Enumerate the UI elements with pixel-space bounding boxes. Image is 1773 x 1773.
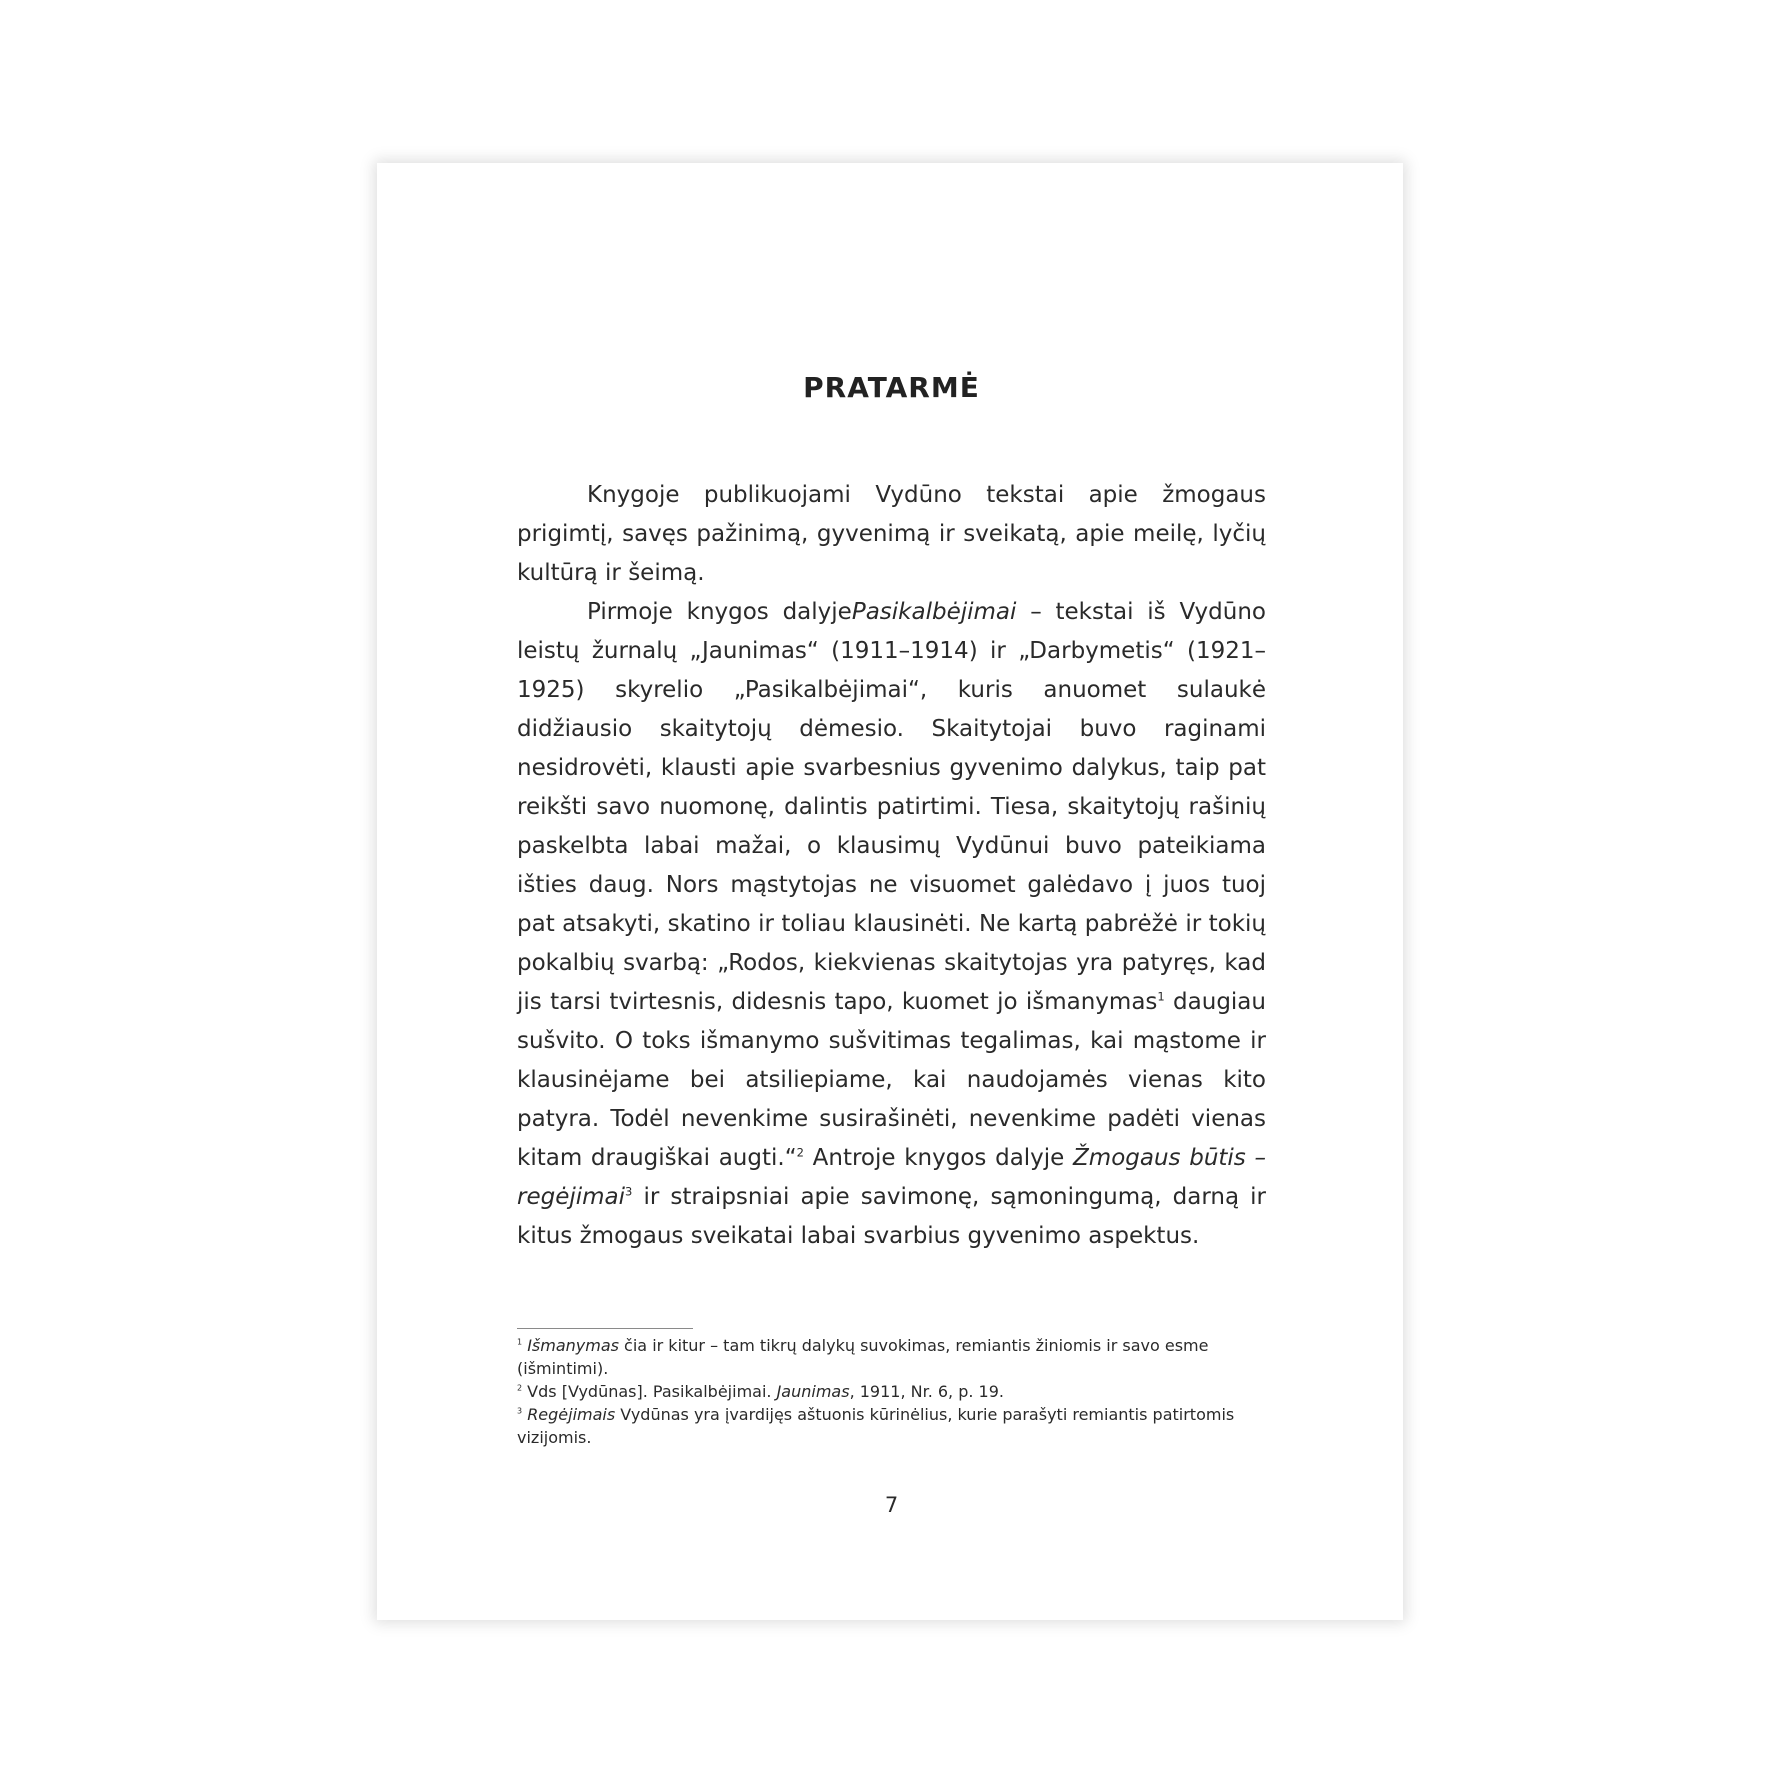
footnote-italic: Išmanymas (527, 1336, 619, 1355)
page-number: 7 (884, 1493, 899, 1517)
footnote-mark: 1 (517, 1337, 523, 1347)
paragraph-2-part-2: – tekstai iš Vydūno leistų žurnalų „Jaunimas“ (1911–1914) ir „Darbymetis“ (1921–1925) skyrelio „Pasikalbėjimai“, kuris anuomet sulaukė didžiausio skaitytojų dėmesio. Skaitytojai buvo raginami nesidrovėti, klausti apie svarbesnius gyvenimo dalykus, taip pat reikšti savo nuomonę, dalintis patirtimi. Tiesa, skaitytojų rašinių paskelbta labai mažai, o klausimų Vydūnui buvo pateikiama išties daug. Nors mąstytojas ne visuomet galėdavo į juos tuoj pat atsakyti, skatino ir toliau klausinėti. Ne kartą pabrėžė ir tokių pokalbių svarbą: „Rodos, kiekvienas skaitytojas yra patyręs, kad jis tarsi tvirtesnis, didesnis tapo, kuomet jo išmanymas (517, 599, 1266, 1015)
paragraph-1: Knygoje publikuojami Vydūno tekstai apie žmogaus prigimtį, savęs pažinimą, gyvenimą ir sveikatą, apie meilę, lyčių kultūrą ir šeimą. (517, 482, 1266, 586)
footnote-2 (517, 1380, 1266, 1403)
footnote-text: Vydūnas yra įvardijęs aštuonis kūrinėlius, kurie parašyti remiantis patirtomis vizijomis. (517, 1405, 1235, 1447)
italic-title-zmogaus-butis: Žmogaus būtis – regėjimai (517, 1145, 1266, 1210)
footnotes (517, 1334, 1266, 1449)
footnote-divider (517, 1328, 693, 1329)
paragraph-2-part-4: Antroje knygos dalyje (803, 1145, 1074, 1171)
footnote-ref-1: 1 (1157, 989, 1165, 1004)
italic-title-pasikalbejimai: Pasikalbėjimai (851, 599, 1017, 625)
footnote-3 (517, 1403, 1266, 1449)
footnote-text: čia ir kitur – tam tikrų dalykų suvokimas, remiantis žiniomis ir savo esme (išmintimi). (517, 1336, 1209, 1378)
footnote-ref-2: 2 (796, 1145, 804, 1160)
body-text (517, 476, 1266, 1256)
footnote-1 (517, 1334, 1266, 1380)
footnote-italic: Regėjimais (527, 1405, 616, 1424)
paragraph-2-part-5: ir straipsniai apie savimonę, sąmoningumą, darną ir kitus žmogaus sveikatai labai svarbius gyvenimo aspektus. (517, 1184, 1266, 1249)
footnote-italic: Jaunimas (776, 1382, 850, 1401)
footnote-text: , 1911, Nr. 6, p. 19. (849, 1382, 1004, 1401)
paragraph-2-part-1: Pirmoje knygos dalyje (587, 599, 852, 625)
footnote-mark: 2 (517, 1383, 523, 1393)
footnote-source: Vds [Vydūnas]. Pasikalbėjimai. (522, 1382, 777, 1401)
footnote-mark: 3 (517, 1406, 523, 1416)
paragraph-2-part-3: daugiau sušvito. O toks išmanymo sušvitimas tegalimas, kai mąstome ir klausinėjame bei atsiliepiame, kai naudojamės vienas kito patyra. Todėl nevenkime susirašinėti, nevenkime padėti vienas kitam draugiškai augti.“ (517, 989, 1266, 1171)
page-title: PRATARMĖ (803, 371, 980, 404)
book-page (377, 163, 1403, 1620)
paragraph-2 (517, 593, 1266, 1256)
footnote-ref-3: 3 (625, 1184, 633, 1199)
